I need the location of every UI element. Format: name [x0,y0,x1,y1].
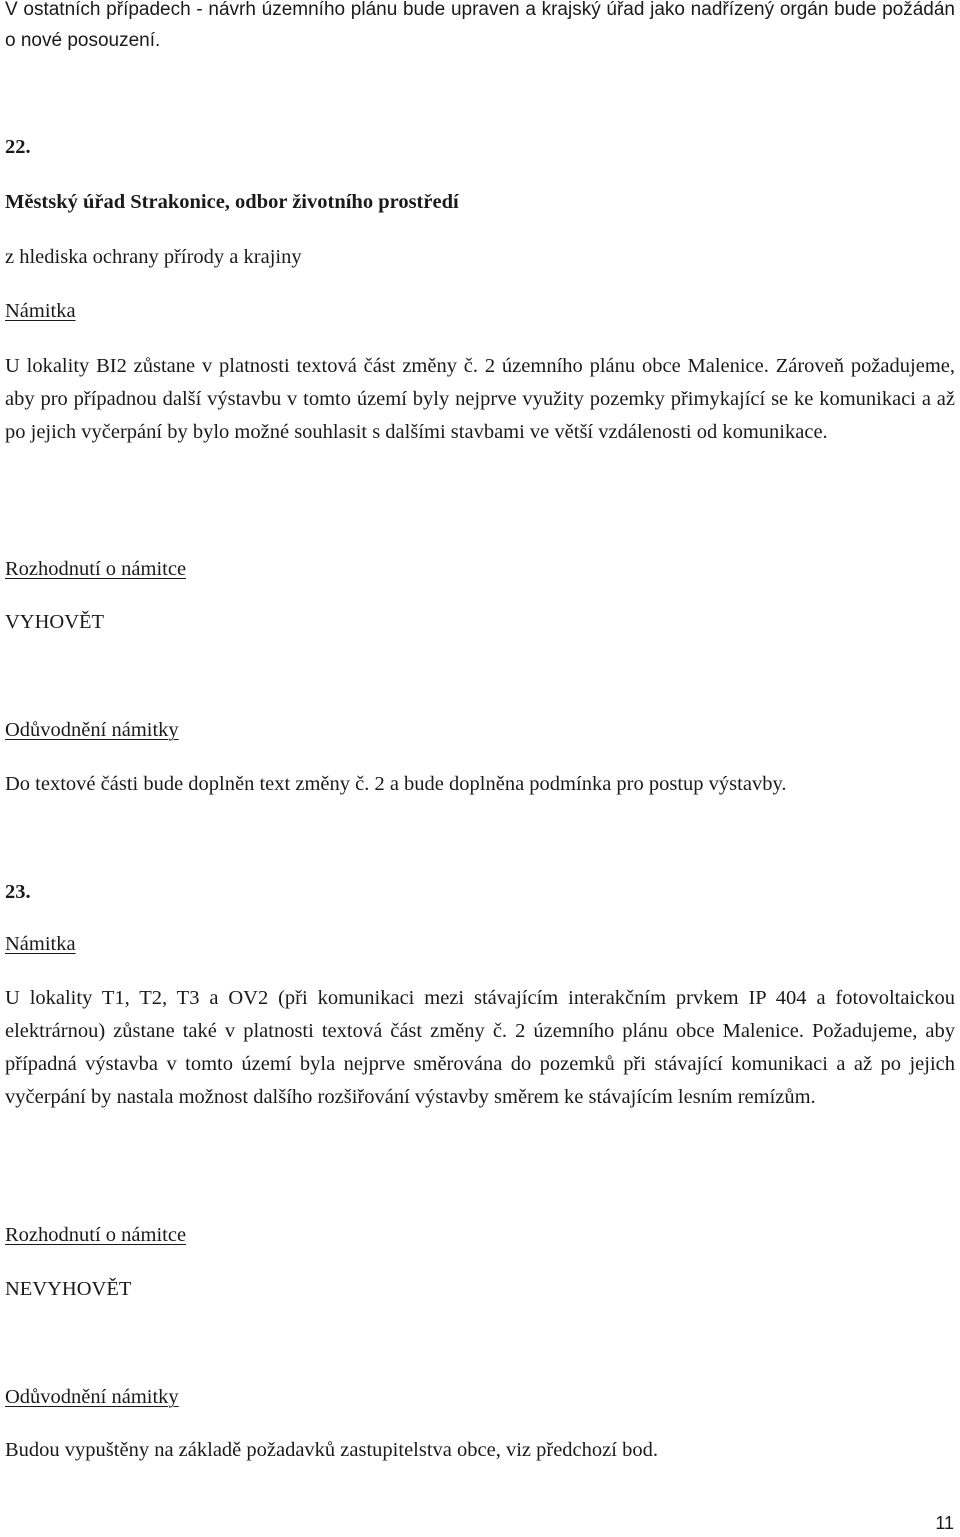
item-23-objection-label: Námitka [5,933,76,955]
item-22-number: 22. [5,136,31,158]
item-23-number: 23. [5,881,31,903]
item-23-decision-label: Rozhodnutí o námitce [5,1224,187,1246]
item-22-reasoning-label: Odůvodnění námitky [5,719,179,741]
item-22-authority-line1: Městský úřad Strakonice, odbor životního prostředí [5,191,459,213]
item-22-reasoning-text: Do textové části bude doplněn text změny č. 2 a bude doplněna podmínka pro postup výstavby. [5,773,787,795]
item-23-objection-text: U lokality T1, T2, T3 a OV2 (při komunikaci mezi stávajícím interakčním prvkem IP 404 a fotovoltaickou elektrárnou) zůstane také v platnosti textová část změny č. 2 územního plánu obce Malenice. Požadujeme, aby případná výstavba v tomto území byla nejprve směrována do pozemků při stávající komunikaci a až po jejich vyčerpání by nastala možnost dalšího rozšiřování výstavby směrem ke stávajícím lesním remízům. [5,987,955,1108]
item-23-reasoning-label: Odůvodnění námitky [5,1386,179,1408]
intro-paragraph: V ostatních případech - návrh územního plánu bude upraven a krajský úřad jako nadřízený orgán bude požádán o nové posouzení. [5,0,955,51]
item-22-objection-label: Námitka [5,300,76,322]
item-22-objection-text: U lokality BI2 zůstane v platnosti textová část změny č. 2 územního plánu obce Malenice. Zároveň požadujeme, aby pro případnou další výstavbu v tomto území byly nejprve využity pozemky přimykající se ke komunikaci a až po jejich vyčerpání by bylo možné souhlasit s dalšími stavbami ve větší vzdálenosti od komunikace. [5,355,955,443]
item-22-authority-line2: z hlediska ochrany přírody a krajiny [5,246,302,268]
item-23-decision-value: NEVYHOVĚT [5,1278,132,1300]
item-22-decision-value: VYHOVĚT [5,611,105,633]
page-number: 11 [935,1513,954,1533]
item-23-reasoning-text: Budou vypuštěny na základě požadavků zastupitelstva obce, viz předchozí bod. [5,1439,658,1461]
item-22-decision-label: Rozhodnutí o námitce [5,558,187,580]
